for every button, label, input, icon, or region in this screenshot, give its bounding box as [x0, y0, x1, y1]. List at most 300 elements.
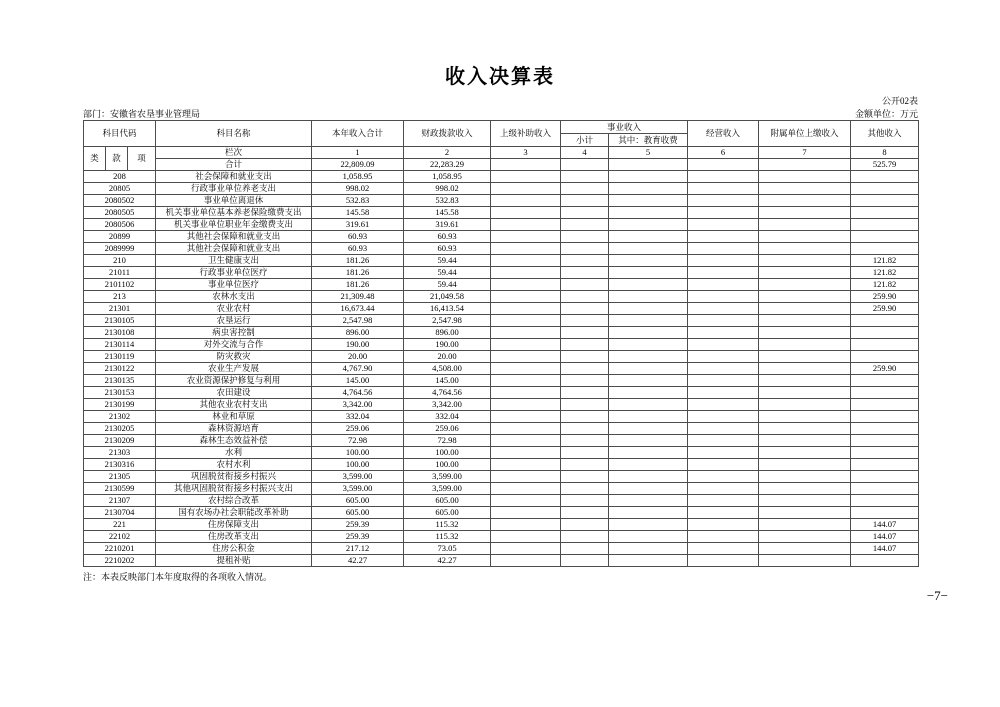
value-cell: [609, 279, 688, 291]
value-cell: [561, 243, 609, 255]
value-cell: [609, 195, 688, 207]
value-cell: [688, 435, 759, 447]
header-affiliated-income: 附属单位上缴收入: [759, 121, 851, 147]
table-note: 注：本表反映部门本年度取得的各项收入情况。: [83, 572, 273, 582]
value-cell: [609, 387, 688, 399]
value-cell: [851, 435, 919, 447]
value-cell: [609, 543, 688, 555]
value-cell: 181.26: [312, 255, 404, 267]
table-row: [84, 231, 919, 243]
value-cell: [609, 183, 688, 195]
value-cell: 3,599.00: [404, 483, 491, 495]
value-cell: [609, 327, 688, 339]
subject-code-cell: 213: [84, 291, 156, 303]
value-cell: [491, 207, 561, 219]
subject-name-cell: 农林水支出: [156, 291, 312, 303]
value-cell: [688, 495, 759, 507]
value-cell: 3,599.00: [312, 483, 404, 495]
department-label: 部门：安徽省农垦事业管理局: [83, 109, 201, 119]
subject-code-cell: 208: [84, 171, 156, 183]
value-cell: [688, 363, 759, 375]
table-row: [84, 183, 919, 195]
value-cell: [759, 339, 851, 351]
value-cell: 605.00: [404, 507, 491, 519]
column-index-label: 栏次: [156, 147, 312, 159]
value-cell: 259.06: [312, 423, 404, 435]
value-cell: [688, 195, 759, 207]
value-cell: [561, 351, 609, 363]
value-cell: [561, 315, 609, 327]
value-cell: [851, 411, 919, 423]
value-cell: [609, 423, 688, 435]
value-cell: 72.98: [312, 435, 404, 447]
value-cell: [491, 195, 561, 207]
value-cell: [759, 255, 851, 267]
subject-code-cell: 21301: [84, 303, 156, 315]
value-cell: [561, 183, 609, 195]
value-cell: [759, 411, 851, 423]
header-subject-code: 科目代码: [84, 121, 156, 147]
value-cell: [851, 195, 919, 207]
unit-label: 金额单位：万元: [854, 109, 918, 119]
column-index: 4: [561, 147, 609, 159]
subject-code-cell: 2210202: [84, 555, 156, 567]
value-cell: [491, 327, 561, 339]
value-cell: 998.02: [404, 183, 491, 195]
value-cell: 605.00: [404, 495, 491, 507]
value-cell: 100.00: [404, 459, 491, 471]
value-cell: [759, 543, 851, 555]
subject-code-cell: 2130114: [84, 339, 156, 351]
table-row: [84, 351, 919, 363]
header-col-class: 类: [84, 147, 106, 171]
table-row: [84, 399, 919, 411]
value-cell: [561, 423, 609, 435]
value-cell: [759, 171, 851, 183]
value-cell: [491, 555, 561, 567]
value-cell: 319.61: [404, 219, 491, 231]
table-row: [84, 483, 919, 495]
value-cell: [609, 447, 688, 459]
value-cell: [491, 447, 561, 459]
header-fiscal-appropriation: 财政拨款收入: [404, 121, 491, 147]
value-cell: [561, 279, 609, 291]
value-cell: 319.61: [312, 219, 404, 231]
table-row: [84, 519, 919, 531]
value-cell: [759, 375, 851, 387]
value-cell: [491, 315, 561, 327]
subject-name-cell: 国有农场办社会职能改革补助: [156, 507, 312, 519]
subject-name-cell: 事业单位离退休: [156, 195, 312, 207]
value-cell: 259.90: [851, 303, 919, 315]
value-cell: [851, 507, 919, 519]
value-cell: 3,342.00: [404, 399, 491, 411]
value-cell: [851, 315, 919, 327]
value-cell: [688, 231, 759, 243]
value-cell: 259.39: [312, 519, 404, 531]
value-cell: [561, 543, 609, 555]
header-total-income: 本年收入合计: [312, 121, 404, 147]
value-cell: [609, 207, 688, 219]
table-row: [84, 543, 919, 555]
subject-code-cell: 2130153: [84, 387, 156, 399]
subject-name-cell: 农村水利: [156, 459, 312, 471]
header-superior-subsidy: 上级补助收入: [491, 121, 561, 147]
table-row: [84, 171, 919, 183]
value-cell: [688, 207, 759, 219]
value-cell: [491, 303, 561, 315]
subject-name-cell: 住房公积金: [156, 543, 312, 555]
value-cell: [561, 459, 609, 471]
value-cell: [851, 327, 919, 339]
value-cell: [851, 399, 919, 411]
value-cell: [561, 555, 609, 567]
value-cell: [759, 183, 851, 195]
value-cell: [688, 255, 759, 267]
subject-name-cell: 住房保障支出: [156, 519, 312, 531]
table-row: [84, 507, 919, 519]
subject-code-cell: 2130119: [84, 351, 156, 363]
value-cell: 2,547.98: [312, 315, 404, 327]
value-cell: [609, 399, 688, 411]
value-cell: 1,058.95: [312, 171, 404, 183]
value-cell: [491, 375, 561, 387]
value-cell: [609, 435, 688, 447]
value-cell: [851, 375, 919, 387]
value-cell: [609, 291, 688, 303]
value-cell: 100.00: [404, 447, 491, 459]
value-cell: [759, 327, 851, 339]
subject-code-cell: 221: [84, 519, 156, 531]
value-cell: [688, 387, 759, 399]
header-business-subtotal: 小计: [561, 134, 609, 147]
value-cell: 20.00: [312, 351, 404, 363]
value-cell: [491, 519, 561, 531]
column-index: 2: [404, 147, 491, 159]
value-cell: [609, 375, 688, 387]
value-cell: [561, 291, 609, 303]
value-cell: [561, 435, 609, 447]
value-cell: [561, 447, 609, 459]
income-table: [83, 120, 919, 567]
value-cell: [609, 531, 688, 543]
value-cell: [609, 411, 688, 423]
value-cell: [561, 231, 609, 243]
value-cell: 121.82: [851, 279, 919, 291]
value-cell: [609, 483, 688, 495]
value-cell: [851, 471, 919, 483]
subject-code-cell: 2130108: [84, 327, 156, 339]
value-cell: [491, 483, 561, 495]
table-row: [84, 471, 919, 483]
value-cell: 115.32: [404, 531, 491, 543]
value-cell: [688, 543, 759, 555]
table-row: [84, 219, 919, 231]
subject-code-cell: 2130209: [84, 435, 156, 447]
value-cell: 59.44: [404, 267, 491, 279]
value-cell: [609, 555, 688, 567]
value-cell: [561, 327, 609, 339]
subject-code-cell: 20805: [84, 183, 156, 195]
value-cell: [491, 279, 561, 291]
value-cell: 181.26: [312, 267, 404, 279]
value-cell: 1,058.95: [404, 171, 491, 183]
value-cell: 181.26: [312, 279, 404, 291]
value-cell: [561, 507, 609, 519]
value-cell: [561, 339, 609, 351]
value-cell: [609, 507, 688, 519]
subject-name-cell: 其他社会保障和就业支出: [156, 231, 312, 243]
value-cell: [688, 375, 759, 387]
table-row: [84, 195, 919, 207]
value-cell: [688, 315, 759, 327]
value-cell: [491, 459, 561, 471]
value-cell: 332.04: [404, 411, 491, 423]
value-cell: [688, 423, 759, 435]
value-cell: [561, 255, 609, 267]
value-cell: [851, 483, 919, 495]
value-cell: [759, 267, 851, 279]
subject-code-cell: 2080506: [84, 219, 156, 231]
value-cell: [609, 243, 688, 255]
value-cell: 42.27: [404, 555, 491, 567]
subject-name-cell: 其他农业农村支出: [156, 399, 312, 411]
value-cell: 60.93: [312, 231, 404, 243]
value-cell: [609, 363, 688, 375]
value-cell: [491, 495, 561, 507]
value-cell: [491, 171, 561, 183]
subject-code-cell: 21302: [84, 411, 156, 423]
subject-name-cell: 住房改革支出: [156, 531, 312, 543]
value-cell: [561, 483, 609, 495]
subject-name-cell: 其他社会保障和就业支出: [156, 243, 312, 255]
value-cell: [688, 327, 759, 339]
column-index: 3: [491, 147, 561, 159]
header-col-item: 项: [128, 147, 156, 171]
value-cell: [688, 531, 759, 543]
page-number: −7−: [926, 588, 948, 603]
value-cell: [851, 339, 919, 351]
value-cell: [491, 531, 561, 543]
value-cell: [561, 411, 609, 423]
value-cell: 605.00: [312, 507, 404, 519]
table-row: [84, 363, 919, 375]
total-value: [688, 159, 759, 171]
value-cell: [759, 447, 851, 459]
value-cell: 2,547.98: [404, 315, 491, 327]
value-cell: 60.93: [404, 243, 491, 255]
value-cell: [491, 363, 561, 375]
value-cell: 4,767.90: [312, 363, 404, 375]
table-row: [84, 555, 919, 567]
value-cell: [759, 279, 851, 291]
value-cell: [688, 171, 759, 183]
value-cell: [851, 459, 919, 471]
value-cell: 259.06: [404, 423, 491, 435]
value-cell: [491, 243, 561, 255]
value-cell: 532.83: [404, 195, 491, 207]
subject-code-cell: 2130316: [84, 459, 156, 471]
value-cell: [609, 495, 688, 507]
subject-name-cell: 卫生健康支出: [156, 255, 312, 267]
value-cell: [491, 423, 561, 435]
subject-name-cell: 水利: [156, 447, 312, 459]
value-cell: [688, 279, 759, 291]
value-cell: [759, 519, 851, 531]
value-cell: 4,764.56: [312, 387, 404, 399]
value-cell: [688, 219, 759, 231]
table-row: [84, 279, 919, 291]
value-cell: 144.07: [851, 543, 919, 555]
value-cell: [491, 507, 561, 519]
value-cell: [759, 423, 851, 435]
value-cell: 73.05: [404, 543, 491, 555]
table-code-label: 公开02表: [881, 96, 918, 106]
header-col-section: 款: [106, 147, 128, 171]
value-cell: 100.00: [312, 459, 404, 471]
value-cell: 121.82: [851, 255, 919, 267]
value-cell: [759, 243, 851, 255]
value-cell: 72.98: [404, 435, 491, 447]
value-cell: 16,673.44: [312, 303, 404, 315]
value-cell: [759, 531, 851, 543]
subject-name-cell: 森林资源培育: [156, 423, 312, 435]
total-value: 22,283.29: [404, 159, 491, 171]
value-cell: [609, 315, 688, 327]
value-cell: [759, 483, 851, 495]
value-cell: [759, 555, 851, 567]
value-cell: [609, 171, 688, 183]
subject-code-cell: 22102: [84, 531, 156, 543]
table-row: [84, 387, 919, 399]
table-row: [84, 207, 919, 219]
value-cell: [491, 183, 561, 195]
table-row: [84, 315, 919, 327]
value-cell: [688, 399, 759, 411]
value-cell: [609, 351, 688, 363]
table-row: [84, 243, 919, 255]
value-cell: [851, 351, 919, 363]
value-cell: 259.90: [851, 291, 919, 303]
subject-code-cell: 21305: [84, 471, 156, 483]
value-cell: [759, 507, 851, 519]
subject-code-cell: 2130599: [84, 483, 156, 495]
value-cell: 145.58: [404, 207, 491, 219]
table-row: [84, 303, 919, 315]
value-cell: 145.00: [404, 375, 491, 387]
value-cell: [491, 471, 561, 483]
value-cell: [561, 363, 609, 375]
subject-code-cell: 2130205: [84, 423, 156, 435]
subject-code-cell: 2210201: [84, 543, 156, 555]
value-cell: [609, 339, 688, 351]
total-value: 525.79: [851, 159, 919, 171]
value-cell: [609, 471, 688, 483]
page-title: 收入决算表: [445, 66, 555, 88]
value-cell: [688, 471, 759, 483]
value-cell: [561, 207, 609, 219]
value-cell: [609, 519, 688, 531]
value-cell: 145.58: [312, 207, 404, 219]
subject-name-cell: 农业生产发展: [156, 363, 312, 375]
value-cell: [851, 555, 919, 567]
value-cell: [851, 231, 919, 243]
value-cell: [561, 399, 609, 411]
value-cell: [609, 303, 688, 315]
value-cell: 259.39: [312, 531, 404, 543]
value-cell: [561, 519, 609, 531]
value-cell: [688, 411, 759, 423]
value-cell: 4,508.00: [404, 363, 491, 375]
value-cell: [561, 531, 609, 543]
table-row: [84, 423, 919, 435]
subject-code-cell: 20899: [84, 231, 156, 243]
value-cell: 21,049.58: [404, 291, 491, 303]
value-cell: [759, 471, 851, 483]
value-cell: [491, 387, 561, 399]
subject-name-cell: 机关事业单位职业年金缴费支出: [156, 219, 312, 231]
table-row: [84, 267, 919, 279]
value-cell: [609, 255, 688, 267]
total-row-label: 合计: [156, 159, 312, 171]
value-cell: [561, 471, 609, 483]
value-cell: [561, 375, 609, 387]
value-cell: [851, 171, 919, 183]
value-cell: [759, 303, 851, 315]
value-cell: [851, 423, 919, 435]
value-cell: [851, 243, 919, 255]
subject-name-cell: 对外交流与合作: [156, 339, 312, 351]
subject-code-cell: 210: [84, 255, 156, 267]
value-cell: 259.90: [851, 363, 919, 375]
value-cell: 190.00: [404, 339, 491, 351]
total-value: 22,809.09: [312, 159, 404, 171]
value-cell: 42.27: [312, 555, 404, 567]
value-cell: [759, 495, 851, 507]
total-value: [759, 159, 851, 171]
income-table-body: [84, 171, 919, 567]
subject-code-cell: 2130704: [84, 507, 156, 519]
column-index: 6: [688, 147, 759, 159]
value-cell: [491, 435, 561, 447]
subject-code-cell: 2080502: [84, 195, 156, 207]
total-value: [561, 159, 609, 171]
value-cell: [759, 351, 851, 363]
table-row: [84, 459, 919, 471]
value-cell: [491, 399, 561, 411]
value-cell: [491, 219, 561, 231]
subject-name-cell: 农田建设: [156, 387, 312, 399]
subject-name-cell: 森林生态效益补偿: [156, 435, 312, 447]
value-cell: [491, 291, 561, 303]
value-cell: [491, 231, 561, 243]
header-business-income: 事业收入: [561, 121, 688, 134]
value-cell: [759, 399, 851, 411]
value-cell: [759, 231, 851, 243]
subject-code-cell: 2101102: [84, 279, 156, 291]
subject-code-cell: 2130122: [84, 363, 156, 375]
value-cell: 4,764.56: [404, 387, 491, 399]
value-cell: [688, 303, 759, 315]
column-index: 5: [609, 147, 688, 159]
subject-code-cell: 2130105: [84, 315, 156, 327]
value-cell: [851, 219, 919, 231]
subject-name-cell: 病虫害控制: [156, 327, 312, 339]
value-cell: [759, 291, 851, 303]
total-value: [609, 159, 688, 171]
value-cell: [561, 495, 609, 507]
value-cell: [491, 543, 561, 555]
